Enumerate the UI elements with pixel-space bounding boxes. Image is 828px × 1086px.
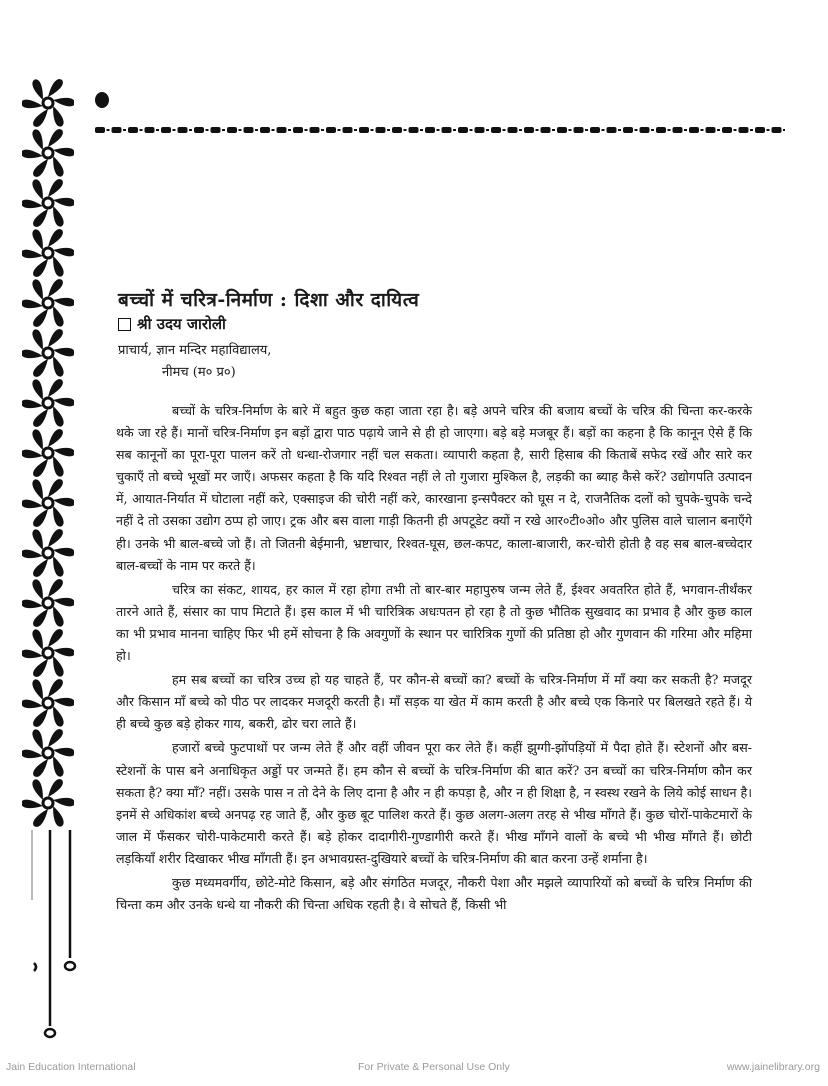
border-vertical-lines bbox=[0, 0, 110, 1086]
affiliation-line-2: नीमच (म० प्र०) bbox=[162, 365, 236, 380]
article-body bbox=[116, 400, 752, 918]
paragraph: कुछ मध्यमवर्गीय, छोटे-मोटे किसान, बड़े और संगठित मजदूर, नौकरी पेशा और मझले व्यापारियों को बच्चों के चरित्र निर्माण की चिन्ता कम और उनके धन्धे या नौकरी की चिन्ता अधिक रहती है। वे सोचते हैं, किसी भी bbox=[116, 874, 752, 913]
footer-website-link[interactable]: www.jainelibrary.org bbox=[726, 1061, 820, 1073]
author-affiliation bbox=[118, 340, 271, 384]
ring-end-icon bbox=[45, 1029, 55, 1037]
paragraph: बच्चों के चरित्र-निर्माण के बारे में बहुत कुछ कहा जाता रहा है। बड़े अपने चरित्र की बजाय बच्चों के चरित्र की चिन्ता कर-करके थके जा रहे हैं। मानों चरित्र-निर्माण इन बड़ों द्वारा पाठ पढ़ाये जाने से ही हो जाएगा। बड़े बड़े मजबूर हैं। बड़ों का कहना है कि कानून ऐसे हैं कि सब कानूनों का पूरा-पूरा पालन करें तो धन्धा-रोजगार नहीं चल सकता। व्यापारी कहता है, सारी हिसाब की किताबें सफेद रखें और सारे कर चुकाएँ तो बच्चे भूखों मर जाएँ। अफसर कहता है कि यदि रिश्वत नहीं ले तो गुजारा मुश्किल है, लड़की का ब्याह कैसे करें? उद्योगपति उत्पादन में, आयात-निर्यात में घोटाला नहीं करे, एक्साइज की चोरी नहीं करे, कारखाना इन्सपैक्टर को घूस न दे, राजनैतिक दलों को चुपके-चुपके चन्दे नहीं दे तो उसका उद्योग ठप्प हो जाए। ट्रक और बस वाला गाड़ी कितनी ही अपटूडेट क्यों न रखे आर०टी०ओ० और पुलिस वाले चालान बनाएँगे ही। उनके भी बाल-बच्चे जो हैं। तो जितनी बेईमानी, भ्रष्टाचार, रिश्वत-घूस, छल-कपट, काला-बाजारी, कर-चोरी होती है वह सब बाल-बच्चेदार बाल-बच्चों के नाम पर करते हैं। bbox=[116, 403, 752, 573]
square-bullet-icon bbox=[118, 318, 131, 331]
bullet-dot-icon bbox=[95, 92, 109, 108]
paragraph: हजारों बच्चे फुटपाथों पर जन्म लेते हैं और वहीं जीवन पूरा कर लेते हैं। कहीं झुग्गी-झोंपड़ियों में पैदा होते हैं। स्टेशनों और बस-स्टेशनों के पास बने अनाधिकृत अड्डों पर जन्मते हैं। हम कौन से बच्चों के चरित्र-निर्माण की बात करें? उन बच्चों का चरित्र-निर्माण कौन कर सकता है? क्या माँ? नहीं। उसके पास न तो देने के लिए दाना है और न ही कपड़ा है, और न ही शिक्षा है, न स्वस्थ रखने के लिये कोई साधन है। इनमें से अधिकांश बच्चे अनपढ़ रह जाते हैं, और कुछ बूट पालिश करते हैं। कुछ अलग-अलग तरह से भीख माँगते हैं। कुछ चोरों-पाकेटमारों के जाल में फँसकर चोरी-पाकेटमारी करते हैं। बड़े होकर दादागीरी-गुण्डागीरी करते हैं। भीख माँगने वालों के बच्चे भी भीख माँगते हैं। छोटी लड़कियाँ शरीर दिखाकर भीख माँगती हैं। इन अभावग्रस्त-दुखियारे बच्चों के चरित्र-निर्माण की बात करना उन्हें शर्माना है। bbox=[116, 740, 752, 866]
author-name: श्री उदय जारोली bbox=[137, 315, 226, 333]
bracket-mark-icon bbox=[34, 963, 36, 971]
author-line bbox=[118, 314, 226, 334]
article-title: बच्चों में चरित्र-निर्माण : दिशा और दायित्व bbox=[118, 289, 420, 311]
footer-usage-note: For Private & Personal Use Only bbox=[358, 1061, 510, 1073]
affiliation-line-1: प्राचार्य, ज्ञान मन्दिर महाविद्यालय, bbox=[118, 343, 272, 358]
footer-publisher: Jain Education International bbox=[6, 1061, 136, 1073]
paragraph: हम सब बच्चों का चरित्र उच्च हो यह चाहते हैं, पर कौन-से बच्चों का? बच्चों के चरित्र-निर्माण में माँ क्या कर सकती है? मजदूर और किसान माँ बच्चे को पीठ पर लादकर मजदूरी करती है। माँ सड़क या खेत में काम करती है और बच्चे एक किनारे पर बिलखते रहते हैं। ये ही बच्चे कुछ बड़े होकर गाय, बकरी, ढोर चरा लाते हैं। bbox=[116, 672, 753, 732]
ring-end-icon bbox=[65, 962, 75, 970]
paragraph: चरित्र का संकट, शायद, हर काल में रहा होगा तभी तो बार-बार महापुरुष जन्म लेते हैं, ईश्वर अवतरित होते हैं, भगवान-तीर्थंकर तारने आते हैं, संसार का पाप मिटाते हैं। इस काल में भी चारित्रिक अधःपतन हो रहा है तो कुछ भौतिक सुखवाद का प्रभाव है और कुछ काल का भी प्रभाव मानना चाहिए फिर भी हमें सोचना है कि अवगुणों के स्थान पर चारित्रिक गुणों की प्रतिष्ठा हो और गुणवान की गरिमा और महिमा हो। bbox=[116, 581, 752, 664]
dashed-ornamental-rule bbox=[95, 126, 785, 134]
